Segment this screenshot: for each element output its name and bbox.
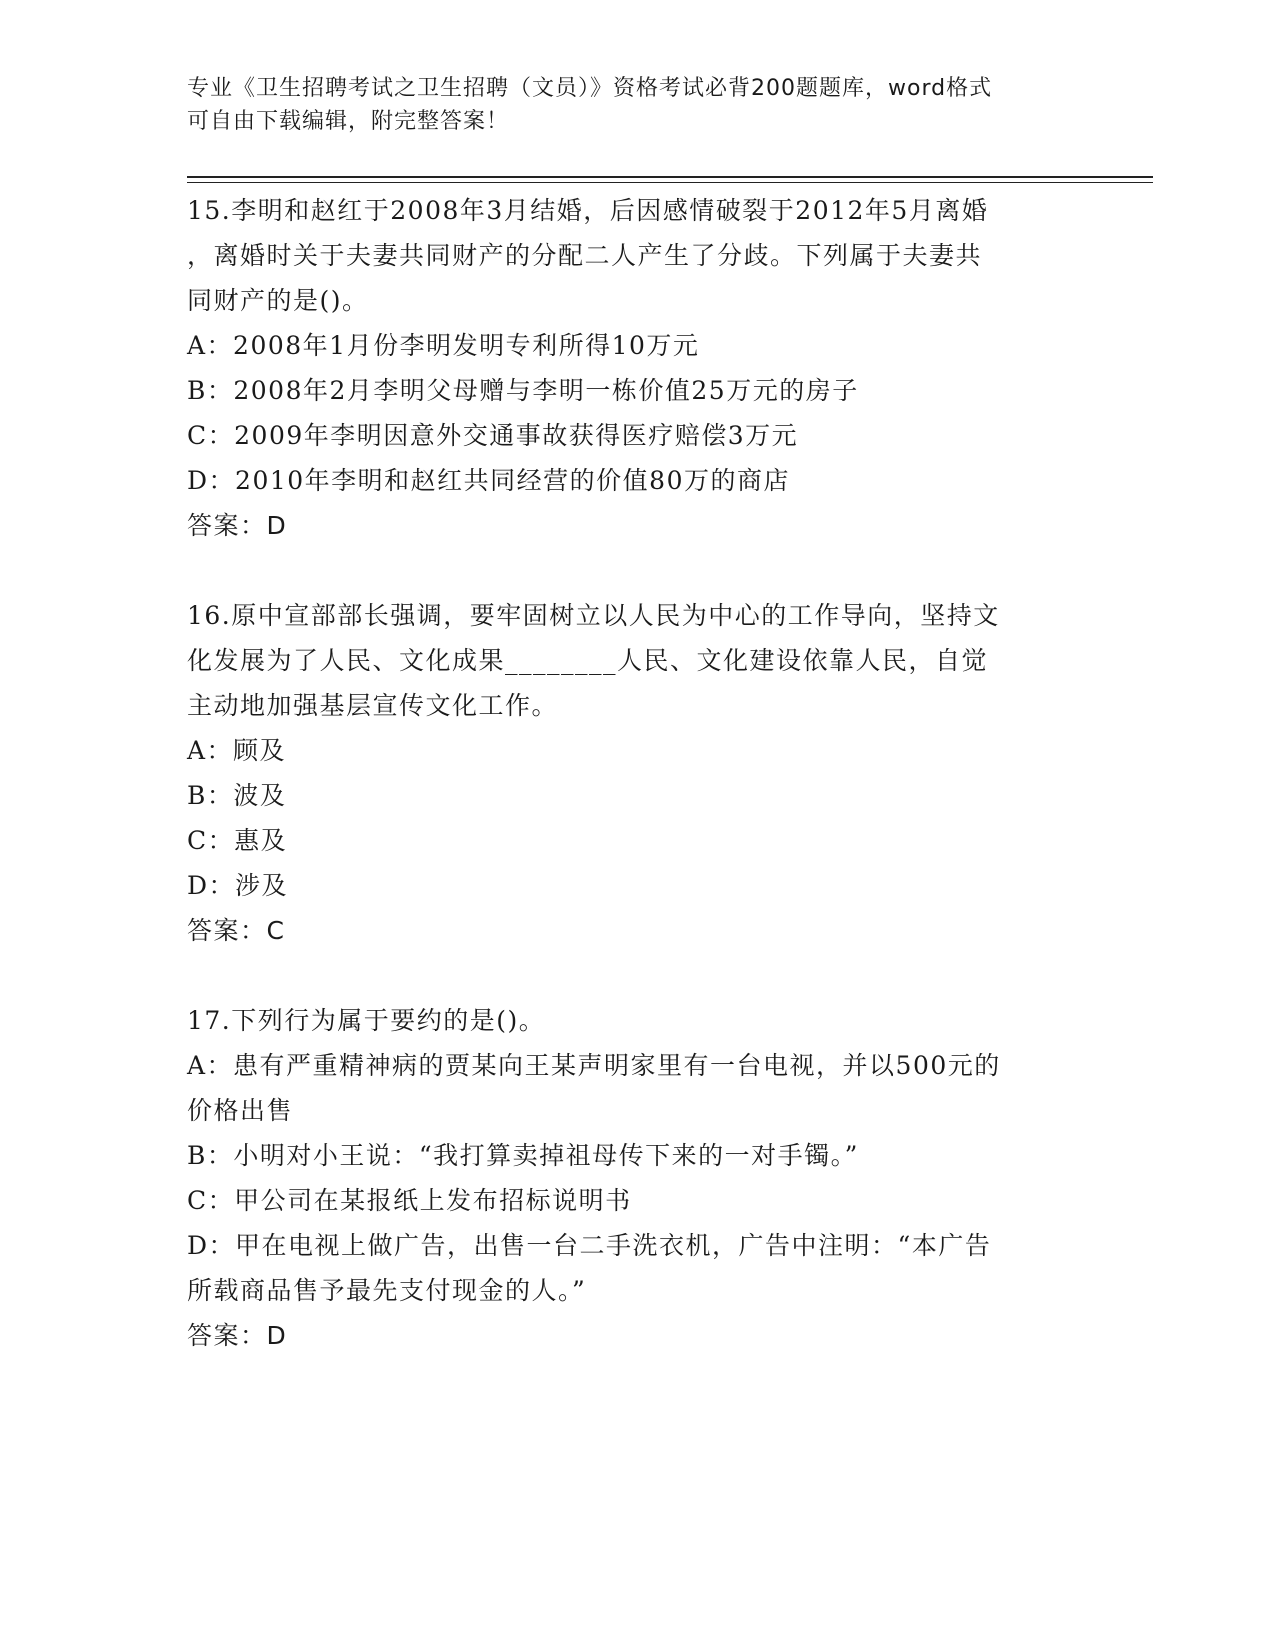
- option-c: C：甲公司在某报纸上发布招标说明书: [187, 1186, 632, 1215]
- question-stem-line: 15.李明和赵红于2008年3月结婚，后因感情破裂于2012年5月离婚: [187, 196, 989, 225]
- answer: 答案：D: [187, 1321, 288, 1350]
- question-stem-line: 化发展为了人民、文化成果________人民、文化建设依靠人民，自觉: [187, 646, 989, 675]
- option-a-continued: 价格出售: [187, 1096, 294, 1125]
- option-b: B：2008年2月李明父母赠与李明一栋价值25万元的房子: [187, 376, 859, 405]
- option-d: D：2010年李明和赵红共同经营的价值80万的商店: [187, 466, 790, 495]
- option-a: A：顾及: [187, 736, 287, 765]
- option-a: A：2008年1月份李明发明专利所得10万元: [187, 331, 700, 360]
- document-header: [187, 72, 1067, 138]
- question-stem-line: 主动地加强基层宣传文化工作。: [187, 691, 559, 720]
- question-stem-line: ，离婚时关于夫妻共同财产的分配二人产生了分歧。下列属于夫妻共: [187, 241, 983, 270]
- question-15: [187, 188, 1067, 548]
- answer: 答案：C: [187, 916, 286, 945]
- header-rule-thick: [187, 176, 1153, 178]
- question-list: [187, 188, 1067, 1403]
- option-a: A：患有严重精神病的贾某向王某声明家里有一台电视，并以500元的: [187, 1051, 1001, 1080]
- question-stem-line: 同财产的是()。: [187, 286, 369, 315]
- option-d: D：甲在电视上做广告，出售一台二手洗衣机，广告中注明：“本广告: [187, 1231, 992, 1260]
- header-line-2: 可自由下载编辑，附完整答案！: [187, 109, 510, 134]
- option-b: B：波及: [187, 781, 287, 810]
- question-stem-line: 16.原中宣部部长强调，要牢固树立以人民为中心的工作导向，坚持文: [187, 601, 1000, 630]
- header-line-1: 专业《卫生招聘考试之卫生招聘（文员）》资格考试必背200题题库，word格式: [187, 76, 993, 101]
- option-c: C：2009年李明因意外交通事故获得医疗赔偿3万元: [187, 421, 799, 450]
- option-c: C：惠及: [187, 826, 288, 855]
- question-stem-line: 17.下列行为属于要约的是()。: [187, 1006, 546, 1035]
- answer: 答案：D: [187, 511, 288, 540]
- option-d: D：涉及: [187, 871, 289, 900]
- option-d-continued: 所载商品售予最先支付现金的人。”: [187, 1276, 587, 1305]
- question-16: [187, 593, 1067, 953]
- header-rule-thin: [187, 182, 1153, 183]
- question-17: [187, 998, 1067, 1358]
- option-b: B：小明对小王说：“我打算卖掉祖母传下来的一对手镯。”: [187, 1141, 859, 1170]
